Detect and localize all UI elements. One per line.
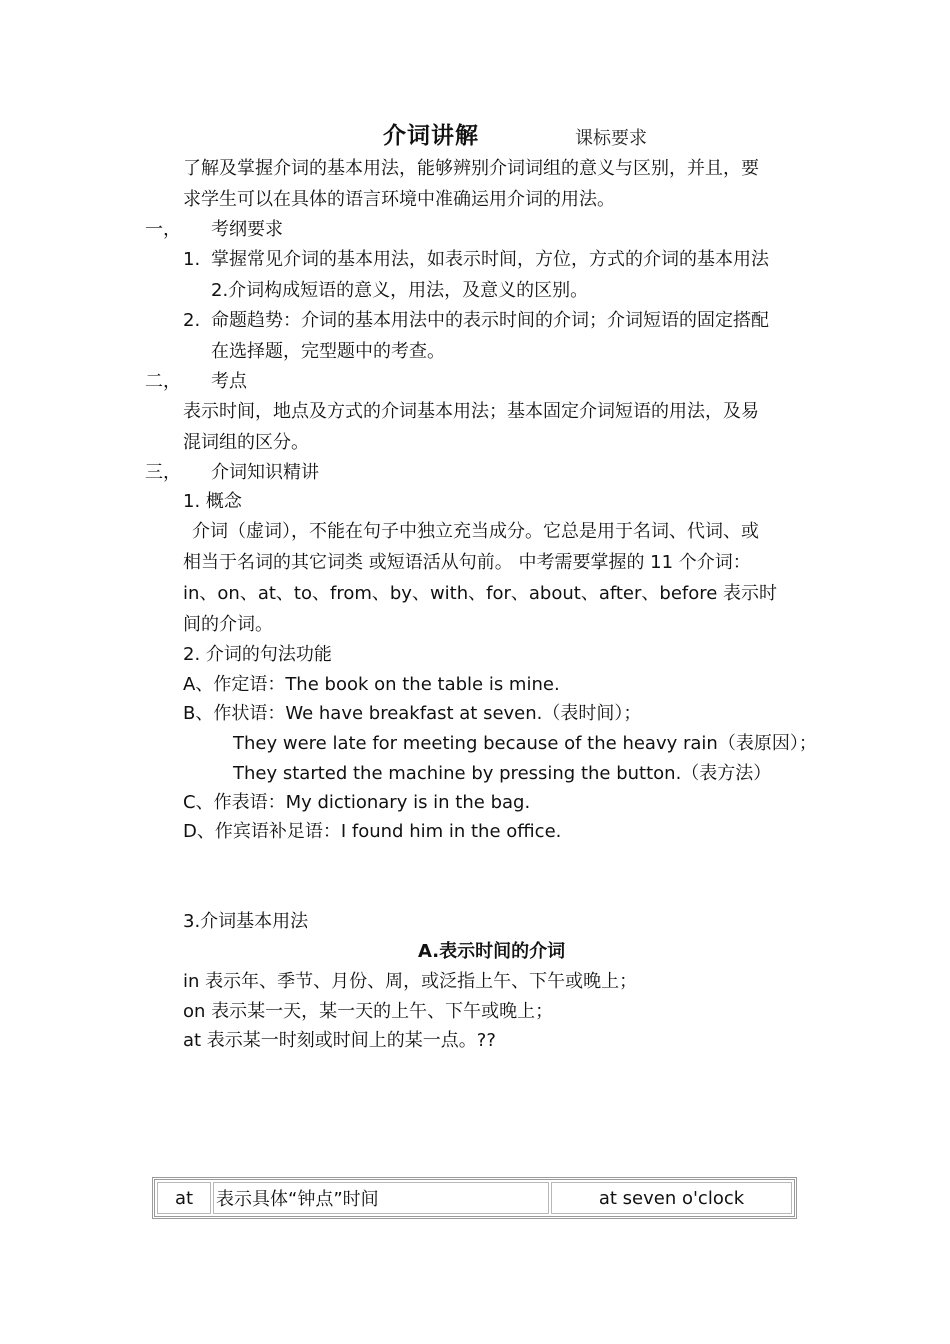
section-number: 一，	[145, 219, 181, 240]
list-item-number: 1.	[183, 249, 201, 270]
usage-line: in 表示年、季节、月份、周，或泛指上午、下午或晚上；	[183, 971, 638, 992]
section-number: 二，	[145, 371, 181, 392]
table-cell: 表示具体“钟点”时间	[213, 1182, 549, 1214]
function-line: B、作状语：We have breakfast at seven.（表时间）；	[183, 703, 642, 724]
function-line: D、作宾语补足语：I found him in the office.	[183, 821, 562, 842]
section-title: 介词知识精讲	[211, 462, 319, 483]
function-example: They were late for meeting because of the heavy rain（表原因）；	[233, 733, 817, 754]
subheading: 2. 介词的句法功能	[183, 644, 332, 665]
table-cell: at	[157, 1182, 211, 1214]
function-line: C、作表语：My dictionary is in the bag.	[183, 792, 531, 813]
usage-line: on 表示某一天，某一天的上午、下午或晚上；	[183, 1001, 554, 1022]
list-item-text: 掌握常见介词的基本用法，如表示时间，方位，方式的介词的基本用法	[211, 249, 769, 270]
list-item-text: 命题趋势：介词的基本用法中的表示时间的介词；介词短语的固定搭配	[211, 310, 769, 331]
section-number: 三，	[145, 462, 181, 483]
page-title: 介词讲解	[383, 123, 479, 149]
paragraph-line: 混词组的区分。	[183, 432, 309, 453]
function-line: A、作定语：The book on the table is mine.	[183, 674, 560, 695]
table-cell: at seven o'clock	[551, 1182, 792, 1214]
intro-line: 求学生可以在具体的语言环境中准确运用介词的用法。	[183, 189, 615, 210]
table-row	[157, 1182, 792, 1214]
intro-line: 了解及掌握介词的基本用法，能够辨别介词词组的意义与区别，并且，要	[183, 158, 759, 179]
subheading: 3.介词基本用法	[183, 911, 309, 932]
section-title: 考点	[211, 371, 247, 392]
list-item-number: 2.	[183, 310, 201, 331]
paragraph-line: in、on、at、to、from、by、with、for、about、after、before 表示时	[183, 583, 778, 604]
paragraph-line: 表示时间，地点及方式的介词基本用法；基本固定介词短语的用法，及易	[183, 401, 759, 422]
paragraph-line: 介词（虚词），不能在句子中独立充当成分。它总是用于名词、代词、或	[192, 521, 759, 542]
list-item-text: 2.介词构成短语的意义，用法，及意义的区别。	[211, 280, 589, 301]
subheading: 1. 概念	[183, 491, 242, 512]
usage-table	[152, 1177, 797, 1219]
usage-line: at 表示某一时刻或时间上的某一点。??	[183, 1030, 496, 1051]
function-example: They started the machine by pressing the button.（表方法）	[233, 763, 772, 784]
page-subtitle: 课标要求	[575, 128, 647, 149]
paragraph-line: 间的介词。	[183, 614, 273, 635]
section-title: 考纲要求	[211, 219, 283, 240]
list-item-text: 在选择题，完型题中的考查。	[211, 341, 445, 362]
paragraph-line: 相当于名词的其它词类 或短语活从句前。 中考需要掌握的 11 个介词：	[183, 552, 751, 573]
centered-heading: A.表示时间的介词	[418, 941, 566, 962]
